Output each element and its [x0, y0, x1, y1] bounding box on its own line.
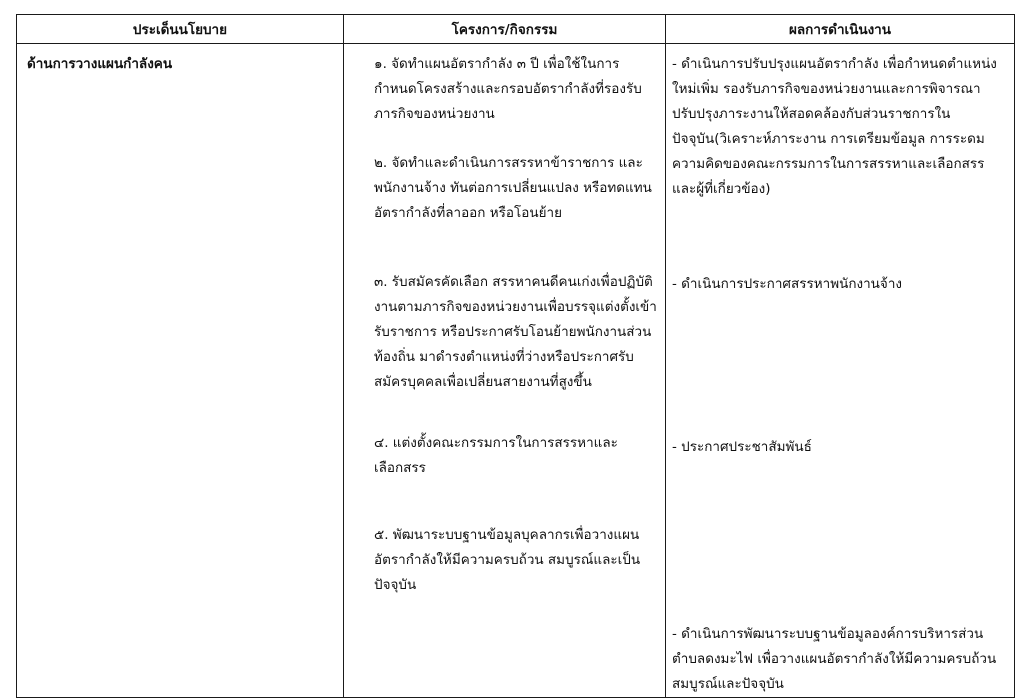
- project-item-1: ๑. จัดทำแผนอัตรากำลัง ๓ ปี เพื่อใช้ในการกำหนดโครงสร้างและกรอบอัตรากำลังที่รองรับภารกิจของหน่วยงาน: [374, 56, 642, 122]
- header-policy-issue: ประเด็นนโยบาย: [17, 15, 344, 44]
- project-item-4: ๔. แต่งตั้งคณะกรรมการในการสรรหาและเลือกสรร: [374, 435, 618, 476]
- result-item-3: - ประกาศประชาสัมพันธ์: [672, 439, 812, 455]
- header-results: ผลการดำเนินงาน: [666, 15, 1015, 44]
- project-item-3: ๓. รับสมัครคัดเลือก สรรหาคนดีคนเก่งเพื่อปฏิบัติงานตามภารกิจของหน่วยงานเพื่อบรรจุแต่งตั้งเข้ารับราชการ หรือประกาศรับโอนย้ายพนักงานส่วนท้องถิ่น มาดำรงตำแหน่งที่ว่างหรือประกาศรับสมัครบุคคลเพื่อเปลี่ยนสายงานที่สูงขึ้น: [374, 274, 657, 390]
- project-item-2: ๒. จัดทำและดำเนินการสรรหาข้าราชการ และพนักงานจ้าง ทันต่อการเปลี่ยนแปลง หรือทดแทนอัตรากำลังที่ลาออก หรือโอนย้าย: [374, 155, 652, 221]
- policy-issue-text: ด้านการวางแผนกำลังคน: [27, 56, 173, 72]
- table-row: [17, 44, 1015, 698]
- table-header-row: [17, 15, 1015, 44]
- project-item-5: ๕. พัฒนาระบบฐานข้อมูลบุคลากรเพื่อวางแผนอัตรากำลังให้มีความครบถ้วน สมบูรณ์และเป็นปัจจุบัน: [374, 527, 641, 593]
- policy-issue-cell: [17, 44, 344, 698]
- projects-cell: [344, 44, 666, 698]
- result-item-2: - ดำเนินการประกาศสรรหาพนักงานจ้าง: [672, 276, 902, 292]
- header-projects: โครงการ/กิจกรรม: [344, 15, 666, 44]
- result-item-1: - ดำเนินการปรับปรุงแผนอัตรากำลัง เพื่อกำหนดตำแหน่งใหม่เพิ่ม รองรับภารกิจของหน่วยงานและการพิจารณาปรับปรุงภาระงานให้สอดคล้องกับส่วนราชการในปัจจุบัน(วิเคราะห์ภาระงาน การเตรียมข้อมูล การระดมความคิดของคณะกรรมการในการสรรหาและเลือกสรร และผู้ที่เกี่ยวข้อง): [672, 56, 997, 197]
- result-item-4: - ดำเนินการพัฒนาระบบฐานข้อมูลองค์การบริหารส่วนตำบลดงมะไฟ เพื่อวางแผนอัตรากำลังให้มีความครบถ้วนสมบูรณ์และปัจจุบัน: [672, 626, 997, 692]
- policy-table: [16, 14, 1015, 698]
- results-cell: [666, 44, 1015, 698]
